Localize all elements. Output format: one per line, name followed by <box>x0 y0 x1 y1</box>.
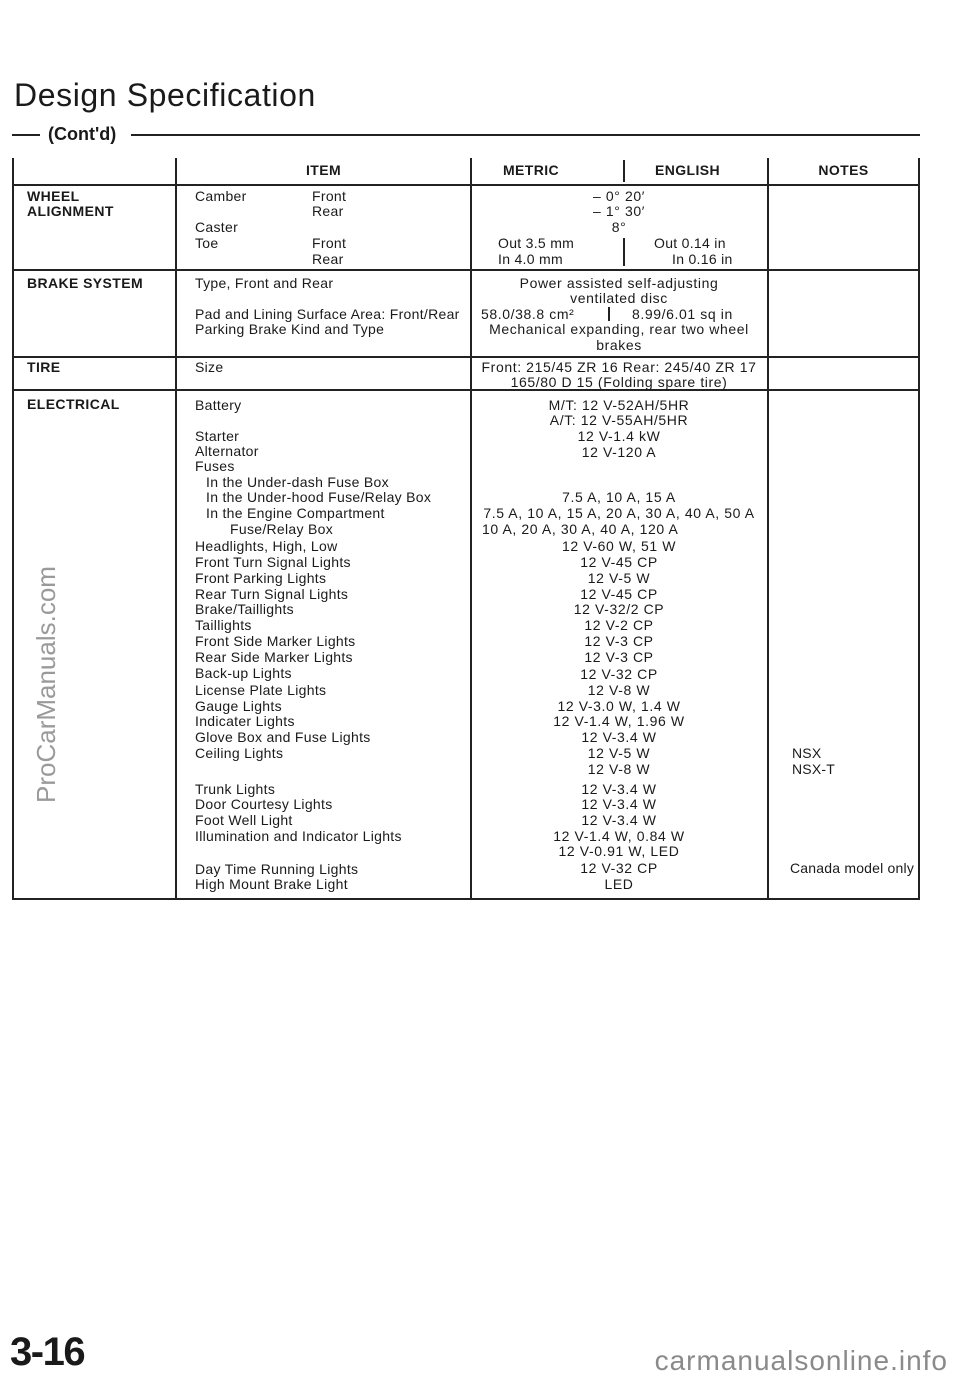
item-battery: Battery <box>195 397 242 413</box>
value-engine-fuse-box: 10 A, 20 A, 30 A, 40 A, 120 A <box>482 521 679 537</box>
value-pad-area-metric: 58.0/38.8 cm² <box>481 306 575 322</box>
value-trunk: 12 V-3.4 W <box>581 781 657 797</box>
footer-watermark: carmanualsonline.info <box>654 1345 948 1376</box>
value-toe-rear-english: In 0.16 in <box>672 251 733 267</box>
value-brake-type: ventilated disc <box>570 290 668 306</box>
item-rear-turn-signal: Rear Turn Signal Lights <box>195 586 349 602</box>
item-back-up: Back-up Lights <box>195 665 292 681</box>
item-tire-size: Size <box>195 359 224 375</box>
page-number: 3-16 <box>10 1330 85 1374</box>
item-headlights: Headlights, High, Low <box>195 538 338 554</box>
category-label: BRAKE SYSTEM <box>27 275 144 291</box>
row-rule-tire-electrical <box>12 389 920 391</box>
header-item: ITEM <box>305 162 342 178</box>
value-indicater: 12 V-1.4 W, 1.96 W <box>553 713 685 729</box>
header-english: ENGLISH <box>655 162 721 178</box>
row-rule-brake-tire <box>12 356 920 358</box>
value-parking-brake: Mechanical expanding, rear two wheel <box>489 321 749 337</box>
value-rear-side-marker: 12 V-3 CP <box>584 649 654 665</box>
value-battery-at: A/T: 12 V-55AH/5HR <box>549 412 689 428</box>
item-parking-brake: Parking Brake Kind and Type <box>195 321 385 337</box>
item-fuses: Fuses <box>195 458 235 474</box>
value-toe-front-english: Out 0.14 in <box>654 235 726 251</box>
value-front-turn-signal: 12 V-45 CP <box>580 554 658 570</box>
page-title: Design Specification <box>14 77 316 113</box>
item-ceiling: Ceiling Lights <box>195 745 284 761</box>
value-toe-rear-metric: In 4.0 mm <box>498 251 563 267</box>
item-rear-side-marker: Rear Side Marker Lights <box>195 649 353 665</box>
value-camber-rear: – 1° 30′ <box>593 203 645 219</box>
item-glove-box: Glove Box and Fuse Lights <box>195 729 371 745</box>
item-illumination: Illumination and Indicator Lights <box>195 828 402 844</box>
value-brake-taillights: 12 V-32/2 CP <box>573 601 665 617</box>
value-glove-box: 12 V-3.4 W <box>581 729 657 745</box>
value-camber-front: – 0° 20′ <box>593 188 645 204</box>
value-caster: 8° <box>611 219 627 235</box>
item-toe: Toe <box>195 235 219 251</box>
header-notes: NOTES <box>818 162 869 178</box>
header-rule <box>12 184 920 186</box>
row-rule-wheel-brake <box>12 269 920 271</box>
item-engine-compartment: In the Engine Compartment <box>206 505 385 521</box>
value-toe-front-metric: Out 3.5 mm <box>498 235 575 251</box>
value-under-hood-fuses: 7.5 A, 10 A, 15 A <box>562 489 676 505</box>
header-metric: METRIC <box>503 162 560 178</box>
note-nsx-t: NSX-T <box>792 761 835 777</box>
value-door-courtesy: 12 V-3.4 W <box>581 796 657 812</box>
toe-divider <box>623 238 625 266</box>
side-watermark: ProCarManuals.com <box>31 566 61 804</box>
continued-label: (Cont'd) <box>48 124 117 144</box>
value-taillights: 12 V-2 CP <box>584 617 654 633</box>
item-door-courtesy: Door Courtesy Lights <box>195 796 333 812</box>
value-day-time-running: 12 V-32 CP <box>580 860 658 876</box>
pad-area-divider <box>608 307 610 321</box>
value-alternator: 12 V-120 A <box>581 444 657 460</box>
value-high-mount-brake: LED <box>604 876 634 892</box>
value-pad-area-english: 8.99/6.01 sq in <box>632 306 733 322</box>
item-day-time-running: Day Time Running Lights <box>195 861 359 877</box>
value-gauge: 12 V-3.0 W, 1.4 W <box>557 698 681 714</box>
position-label: Front <box>312 188 347 204</box>
item-gauge: Gauge Lights <box>195 698 282 714</box>
item-brake-type: Type, Front and Rear <box>195 275 334 291</box>
item-camber: Camber <box>195 188 247 204</box>
item-high-mount-brake: High Mount Brake Light <box>195 876 348 892</box>
category-label: ELECTRICAL <box>27 396 120 412</box>
item-front-side-marker: Front Side Marker Lights <box>195 633 356 649</box>
value-back-up: 12 V-32 CP <box>580 666 658 682</box>
position-label: Rear <box>312 251 344 267</box>
item-trunk: Trunk Lights <box>195 781 276 797</box>
value-rear-turn-signal: 12 V-45 CP <box>580 586 658 602</box>
value-headlights: 12 V-60 W, 51 W <box>561 538 677 554</box>
value-battery-mt: M/T: 12 V-52AH/5HR <box>548 397 690 413</box>
value-spare-tire: 165/80 D 15 (Folding spare tire) <box>510 374 728 390</box>
position-label: Rear <box>312 203 344 219</box>
item-front-parking: Front Parking Lights <box>195 570 327 586</box>
item-pad-area: Pad and Lining Surface Area: Front/Rear <box>195 306 460 322</box>
value-ceiling-nsx-t: 12 V-8 W <box>587 761 651 777</box>
value-illumination: 12 V-1.4 W, 0.84 W <box>553 828 685 844</box>
category-label: ALIGNMENT <box>27 203 114 219</box>
value-parking-brake: brakes <box>596 337 642 353</box>
position-label: Front <box>312 235 347 251</box>
value-starter: 12 V-1.4 kW <box>577 428 661 444</box>
item-under-hood-fuse-box: In the Under-hood Fuse/Relay Box <box>206 489 432 505</box>
value-front-parking: 12 V-5 W <box>587 570 651 586</box>
item-starter: Starter <box>195 428 240 444</box>
item-front-turn-signal: Front Turn Signal Lights <box>195 554 351 570</box>
value-ceiling-nsx: 12 V-5 W <box>587 745 651 761</box>
value-engine-fuses: 7.5 A, 10 A, 15 A, 20 A, 30 A, 40 A, 50 A <box>483 505 755 521</box>
item-indicater: Indicater Lights <box>195 713 295 729</box>
item-under-dash-fuse-box: In the Under-dash Fuse Box <box>206 474 389 490</box>
metric-english-tick <box>623 160 625 182</box>
value-illumination-led: 12 V-0.91 W, LED <box>558 843 680 859</box>
item-alternator: Alternator <box>195 443 259 459</box>
continued-rule-left <box>12 134 40 136</box>
item-taillights: Taillights <box>195 617 252 633</box>
value-license-plate: 12 V-8 W <box>587 682 651 698</box>
note-nsx: NSX <box>792 745 822 761</box>
value-foot-well: 12 V-3.4 W <box>581 812 657 828</box>
item-license-plate: License Plate Lights <box>195 682 327 698</box>
category-label: WHEEL <box>27 188 80 204</box>
value-front-side-marker: 12 V-3 CP <box>584 633 654 649</box>
item-foot-well: Foot Well Light <box>195 812 293 828</box>
item-engine-fuse-box: Fuse/Relay Box <box>230 521 334 537</box>
table-border-bottom <box>12 898 920 900</box>
item-brake-taillights: Brake/Taillights <box>195 601 294 617</box>
note-canada-only: Canada model only <box>790 860 915 876</box>
value-brake-type: Power assisted self-adjusting <box>519 275 719 291</box>
value-tire-size: Front: 215/45 ZR 16 Rear: 245/40 ZR 17 <box>481 359 757 375</box>
category-label: TIRE <box>27 359 61 375</box>
continued-rule-right <box>131 134 920 136</box>
item-caster: Caster <box>195 219 239 235</box>
